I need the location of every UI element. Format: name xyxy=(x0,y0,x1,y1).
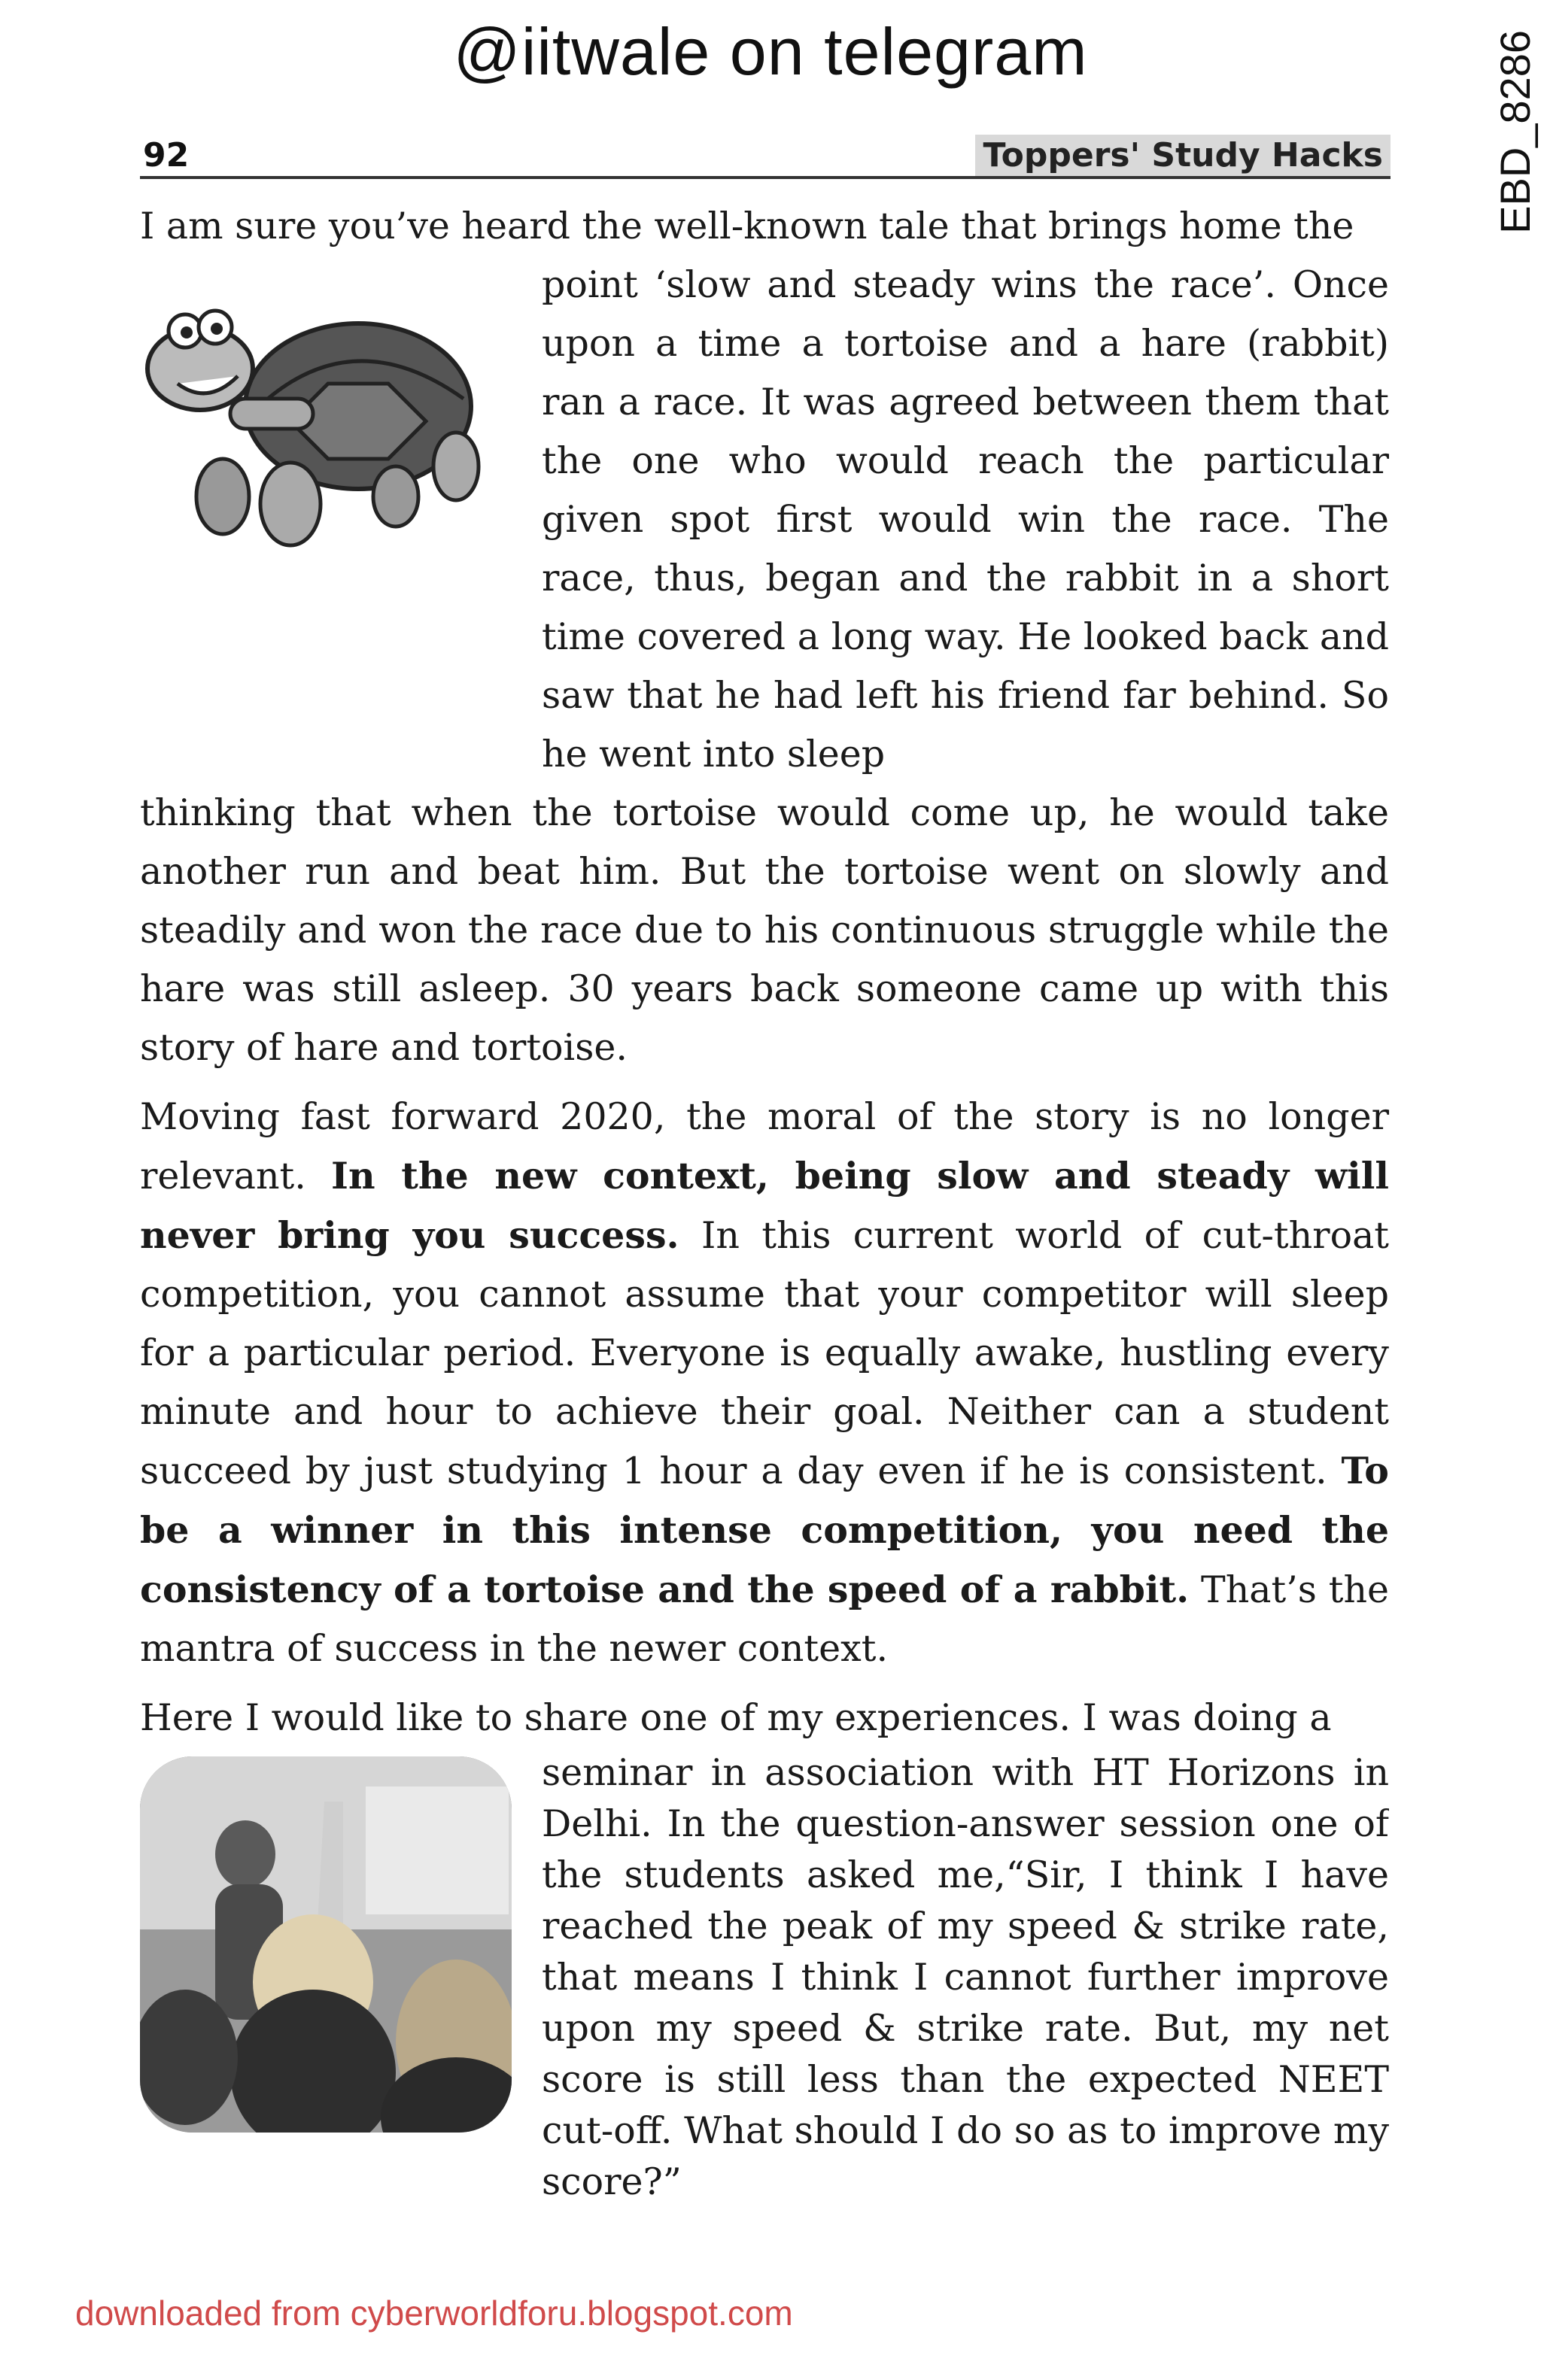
tortoise-icon xyxy=(140,278,494,564)
classroom-image-icon xyxy=(140,1756,512,2133)
paragraph-2-text-a: Moving fast forward 2020, the moral of the story is no longer relevant. xyxy=(140,1095,1389,1198)
page-number: 92 xyxy=(143,136,190,175)
paragraph-3-first-line: Here I would like to share one of my experiences. I was doing a xyxy=(140,1696,1332,1739)
side-code: EBD_8286 xyxy=(1491,30,1539,234)
tortoise-figure xyxy=(140,256,542,784)
book-title: Toppers' Study Hacks xyxy=(975,135,1391,176)
footer-link[interactable]: downloaded from cyberworldforu.blogspot.com xyxy=(75,2293,793,2333)
paragraph-1-rest: thinking that when the tortoise would come up, he would take another run and beat him. But the tortoise went on slowly and steadily and won the race due to his continuous struggle while the hare was still asleep. 30 years back someone came up with this story of hare and tortoise. xyxy=(140,791,1389,1069)
classroom-figure xyxy=(140,1747,542,2139)
paragraph-2-text-b: In this current world of cut-throat competition, you cannot assume that your competitor will sleep for a particular period. Everyone is equally awake, hustling every minute and hour to achieve their goal. Neither can a student succeed by just studying 1 hour a day even if he is consistent. xyxy=(140,1214,1389,1492)
page-body xyxy=(140,197,1389,2208)
watermark-title: @iitwale on telegram xyxy=(453,14,1088,89)
classroom-photo xyxy=(140,1756,512,2133)
paragraph-3 xyxy=(140,1689,1389,2208)
paragraph-2-text-c: That’s the mantra of success in the newer context. xyxy=(140,1568,1389,1670)
paragraph-3-wrapped-text: seminar in association with HT Horizons in Delhi. In the question-answer session one of the students asked me,“Sir, I think I have reached the peak of my speed & strike rate, that means I think I cannot further improve upon my speed & strike rate. But, my net score is still less than the expected NEET cut-off. What should I do so as to improve my score?” xyxy=(542,1751,1389,2203)
paragraph-2-bold-b: To be a winner in this intense competition, you need the consistency of a tortoise and the speed of a rabbit. xyxy=(140,1449,1389,1611)
paragraph-1-wrapped-text: point ‘slow and steady wins the race’. Once upon a time a tortoise and a hare (rabbit) ran a race. It was agreed between them that the one who would reach the particular given spot first would win the race. The race, thus, began and the rabbit in a short time covered a long way. He looked back and saw that he had left his friend far behind. So he went into sleep xyxy=(542,263,1389,776)
page-header xyxy=(140,129,1391,179)
paragraph-2 xyxy=(140,1088,1389,1678)
paragraph-2-bold-a: In the new context, being slow and steady will never bring you success. xyxy=(140,1154,1389,1257)
paragraph-1 xyxy=(140,197,1389,1077)
paragraph-3-wrap-block xyxy=(140,1747,1389,2208)
paragraph-1-first-line: I am sure you’ve heard the well-known tale that brings home the xyxy=(140,205,1354,247)
paragraph-1-wrap-block xyxy=(140,256,1389,784)
